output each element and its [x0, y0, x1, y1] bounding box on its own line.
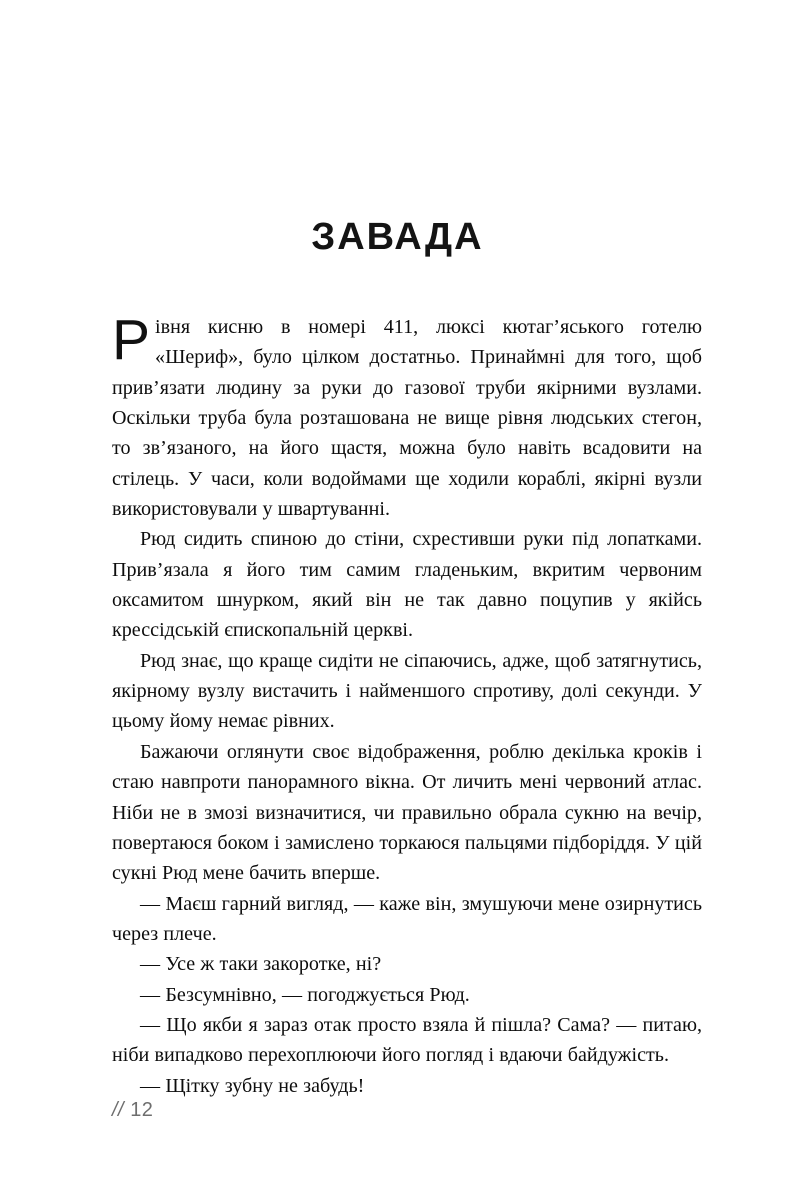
paragraph-2: Рюд сидить спиною до стіни, схрестивши руки під лопатками. Прив’язала я його тим самим гладеньким, вкритим червоним оксамитом шнурком, який він не так давно поцупив у якійсь крессідській єпископальній церкві.: [112, 528, 702, 642]
dialogue-line-2: — Усе ж таки закоротке, ні?: [140, 953, 382, 976]
dialogue-line-4: — Що якби я зараз отак просто взяла й пішла? Сама? — питаю, ніби випадково перехоплюючи його погляд і вдаючи байдужість.: [112, 1013, 702, 1067]
dialogue-line-3: — Безсумнівно, — погоджується Рюд.: [140, 983, 470, 1006]
drop-cap-letter: Р: [112, 308, 151, 372]
page-folio: [112, 1099, 153, 1122]
dialogue-line-1: — Маєш гарний вигляд, — каже він, змушуючи мене озирнутись через плече.: [112, 892, 702, 945]
paragraph-4: Бажаючи оглянути своє відображення, роблю декілька кроків і стаю навпроти панорамного вікна. От личить мені червоний атлас. Ніби не в змозі визначитися, чи правильно обрала сукню на вечір, повертаюся боком і замислено торкаюся пальцями підборіддя. У цій сукні Рюд мене бачить вперше.: [112, 740, 702, 885]
paragraph-1: [112, 308, 702, 524]
body-text-block: [112, 308, 702, 1101]
chapter-title: ЗАВАДА: [311, 216, 484, 259]
folio-page-number: 12: [130, 1099, 154, 1121]
paragraph-1-text: івня кисню в номері 411, люксі кютаг’яського готелю «Шериф», було цілком достатньо. Принаймні для того, щоб прив’язати людину за руки до газової труби якірними вузлами. Оскільки труба була розташована не вище рівня людських стегон, то зв’язаного, на його щастя, можна було навіть всадовити на стілець. У часи, коли водоймами ще ходили кораблі, якірні вузли використовували у швартуванні.: [112, 316, 702, 521]
dialogue-line-5: — Щітку зубну не забудь!: [140, 1074, 365, 1097]
folio-slashes: //: [112, 1099, 125, 1121]
paragraph-3: Рюд знає, що краще сидіти не сіпаючись, адже, щоб затягнутись, якірному вузлу вистачить і найменшого спротиву, долі секунди. У цьому йому немає рівних.: [112, 649, 702, 733]
